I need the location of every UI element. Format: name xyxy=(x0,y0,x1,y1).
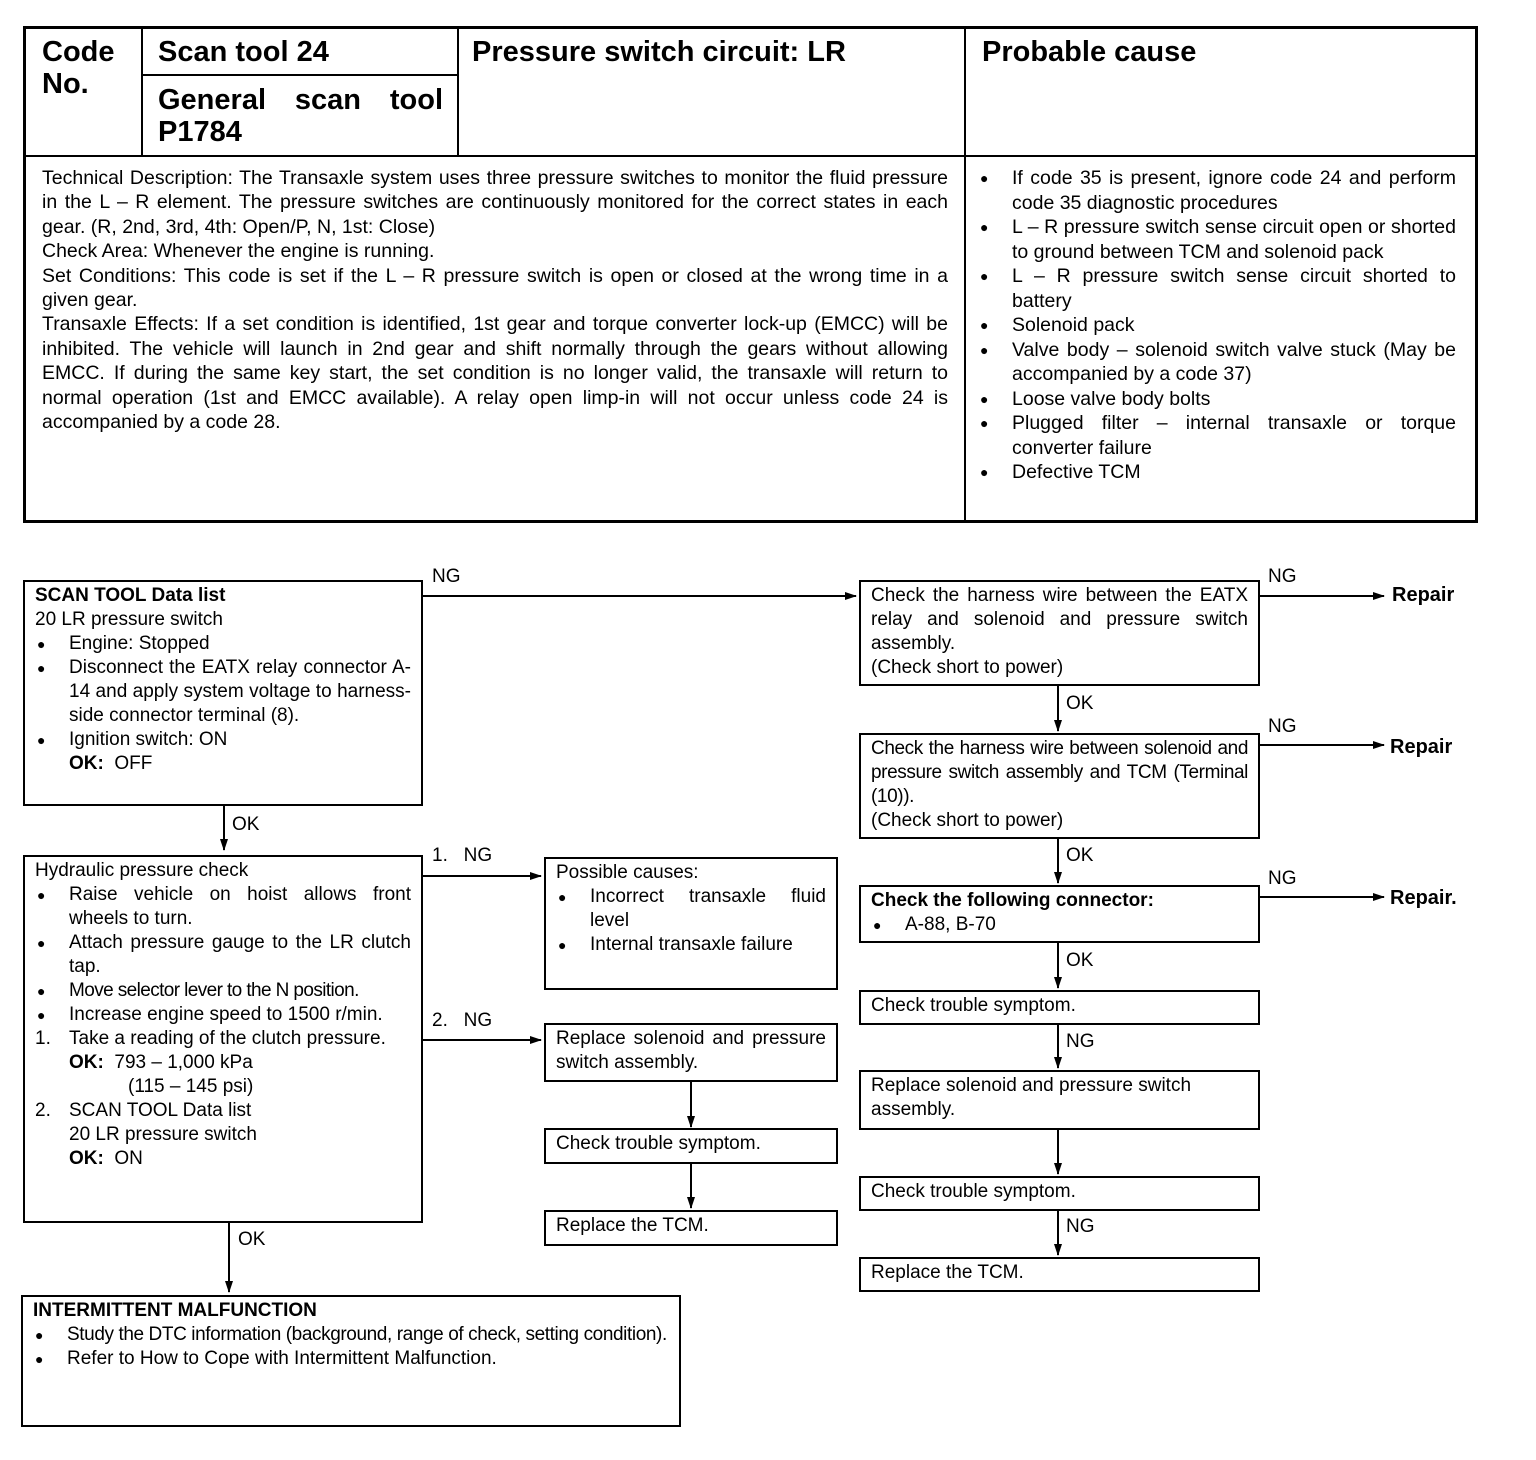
possible-causes-box xyxy=(544,857,838,990)
replace-solenoid-text: Replace solenoid and pressure switch assembly. xyxy=(871,1075,1192,1120)
description-technical: Technical Description: The Transaxle system uses three pressure switches to monitor the fluid pressure in the L – R element. The pressure switches are continuously monitored for the correct states in each gear. (R, 2nd, 3rd, 4th: Open/P, N, 1st: Close) xyxy=(42,167,948,238)
replace-solenoid-box-mid xyxy=(544,1023,838,1082)
connector-item: ● A-88, B-70 xyxy=(871,913,1248,937)
check-symptom-box-right-2 xyxy=(859,1176,1260,1211)
scan-tool-header: Scan tool 24 xyxy=(158,36,329,68)
scan-box-title: SCAN TOOL Data list xyxy=(35,585,226,606)
harness-check-text: Check the harness wire between the EATX relay and solenoid and pressure switch assembly. xyxy=(871,585,1248,654)
repair-label-2: Repair xyxy=(1390,736,1453,758)
ok-key: OK: xyxy=(69,1052,104,1073)
repair-label-3: Repair. xyxy=(1390,887,1457,909)
scan-box-bullet: ● Ignition switch: ON xyxy=(35,728,411,752)
description-transaxle-effects: Transaxle Effects: If a set condition is identified, 1st gear and torque converter lock-up (EMCC) will be inhibited. The vehicle will launch in 2nd gear and shift normally through the gears without allowing EMCC. If during the same key start, the set condition is no longer valid, the transaxle will return to normal operation (1st and EMCC available). A relay open limp-in will not occur unless code 24 is accompanied by a code 28. xyxy=(42,313,948,434)
hydraulic-pressure-box xyxy=(23,855,423,1223)
step-number: 1. xyxy=(35,1028,51,1049)
probable-cause-item: ● Plugged filter – internal transaxle or torque converter failure xyxy=(978,411,1456,460)
probable-cause-item: ● L – R pressure switch sense circuit shorted to battery xyxy=(978,264,1456,313)
step-text: Take a reading of the clutch pressure. xyxy=(69,1028,386,1049)
hydraulic-box-bullet: ● Attach pressure gauge to the LR clutch tap. xyxy=(35,931,411,979)
intermittent-box-title: INTERMITTENT MALFUNCTION xyxy=(33,1300,317,1321)
check-symptom-box-right xyxy=(859,990,1260,1025)
probable-cause-item: ● Solenoid pack xyxy=(978,313,1456,338)
hydraulic-box-bullet: ● Raise vehicle on hoist allows front wheels to turn. xyxy=(35,883,411,931)
ok-key: OK: xyxy=(69,1148,104,1169)
ok-label-hydraulic: OK xyxy=(238,1229,266,1250)
harness-check-text: Check the harness wire between solenoid and pressure switch assembly and TCM (Terminal (10)). xyxy=(871,738,1248,807)
probable-cause-item: ● Loose valve body bolts xyxy=(978,387,1456,412)
check-symptom-text: Check trouble symptom. xyxy=(556,1133,761,1154)
hydraulic-box-bullet: ● Move selector lever to the N position. xyxy=(35,979,411,1003)
ok-value: OFF xyxy=(114,753,153,774)
possible-cause-item: ● Incorrect transaxle fluid level xyxy=(556,885,826,933)
scan-box-bullet: ● Engine: Stopped xyxy=(35,632,411,656)
ng1-label: 1. NG xyxy=(432,845,493,866)
ng-label-scan: NG xyxy=(432,566,461,587)
check-symptom-box-mid xyxy=(544,1128,838,1164)
probable-cause-item: ● If code 35 is present, ignore code 24 and perform code 35 diagnostic procedures xyxy=(978,166,1456,215)
possible-causes-title: Possible causes: xyxy=(556,862,699,883)
harness-check-note: (Check short to power) xyxy=(871,810,1064,831)
ok-value: 793 – 1,000 kPa xyxy=(114,1052,253,1073)
replace-tcm-text: Replace the TCM. xyxy=(556,1215,709,1236)
step2-ok xyxy=(35,1147,411,1171)
hydraulic-box-bullet: ● Increase engine speed to 1500 r/min. xyxy=(35,1003,411,1027)
ok-label-connector: OK xyxy=(1066,950,1094,971)
ng2-label: 2. NG xyxy=(432,1010,493,1031)
step1-ok xyxy=(35,1051,411,1075)
ok-label-scan: OK xyxy=(232,814,260,835)
connector-check-title: Check the following connector: xyxy=(871,890,1154,911)
hydraulic-step-1 xyxy=(35,1027,411,1051)
hydraulic-box-title: Hydraulic pressure check xyxy=(35,860,249,881)
ng-label-symptom2: NG xyxy=(1066,1216,1095,1237)
hydraulic-step-2 xyxy=(35,1099,411,1123)
connector-check-box xyxy=(859,885,1260,943)
code-no-header: Code No. xyxy=(42,36,115,100)
ok-key: OK: xyxy=(69,753,104,774)
replace-tcm-text: Replace the TCM. xyxy=(871,1262,1024,1283)
harness-check-box-1 xyxy=(859,580,1260,686)
replace-tcm-box-mid xyxy=(544,1210,838,1246)
step1-ok-psi: (115 – 145 psi) xyxy=(128,1076,254,1097)
step-number: 2. xyxy=(35,1100,51,1121)
circuit-header: Pressure switch circuit: LR xyxy=(472,36,846,68)
scan-tool-box xyxy=(23,580,423,806)
ng-label-connector: NG xyxy=(1268,868,1297,889)
harness-check-box-2 xyxy=(859,733,1260,839)
harness-check-note: (Check short to power) xyxy=(871,657,1064,678)
ok-value: ON xyxy=(114,1148,143,1169)
intermittent-malfunction-box xyxy=(21,1295,681,1427)
check-symptom-text: Check trouble symptom. xyxy=(871,1181,1076,1202)
intermittent-box-bullet: ● Study the DTC information (background, range of check, setting condition). xyxy=(33,1323,669,1347)
probable-cause-item: ● Defective TCM xyxy=(978,460,1456,485)
replace-solenoid-text: Replace solenoid and pressure switch assembly. xyxy=(556,1028,826,1073)
probable-cause-item: ● L – R pressure switch sense circuit open or shorted to ground between TCM and solenoid pack xyxy=(978,215,1456,264)
ng-label-harness2: NG xyxy=(1268,716,1297,737)
probable-cause-item: ● Valve body – solenoid switch valve stuck (May be accompanied by a code 37) xyxy=(978,338,1456,387)
scan-box-bullet: ● Disconnect the EATX relay connector A-14 and apply system voltage to harness-side connector terminal (8). xyxy=(35,656,411,728)
repair-label-1: Repair xyxy=(1392,584,1455,606)
general-scan-tool-header: General scan tool P1784 xyxy=(158,84,443,148)
possible-cause-item: ● Internal transaxle failure xyxy=(556,933,826,957)
probable-cause-header: Probable cause xyxy=(982,36,1197,68)
replace-solenoid-box-right xyxy=(859,1070,1260,1130)
replace-tcm-box-right xyxy=(859,1257,1260,1292)
ng-label-harness1: NG xyxy=(1268,566,1297,587)
step2-line: 20 LR pressure switch xyxy=(69,1124,257,1145)
intermittent-box-bullet: ● Refer to How to Cope with Intermittent Malfunction. xyxy=(33,1347,669,1371)
scan-box-line: 20 LR pressure switch xyxy=(35,609,223,630)
ok-label-harness1: OK xyxy=(1066,693,1094,714)
ok-label-harness2: OK xyxy=(1066,845,1094,866)
description-check-area: Check Area: Whenever the engine is running. xyxy=(42,240,435,263)
step-text: SCAN TOOL Data list xyxy=(69,1100,252,1121)
description-set-conditions: Set Conditions: This code is set if the L – R pressure switch is open or closed at the wrong time in a given gear. xyxy=(42,264,948,312)
scan-box-ok xyxy=(35,752,411,776)
ng-label-symptom: NG xyxy=(1066,1031,1095,1052)
check-symptom-text: Check trouble symptom. xyxy=(871,995,1076,1016)
